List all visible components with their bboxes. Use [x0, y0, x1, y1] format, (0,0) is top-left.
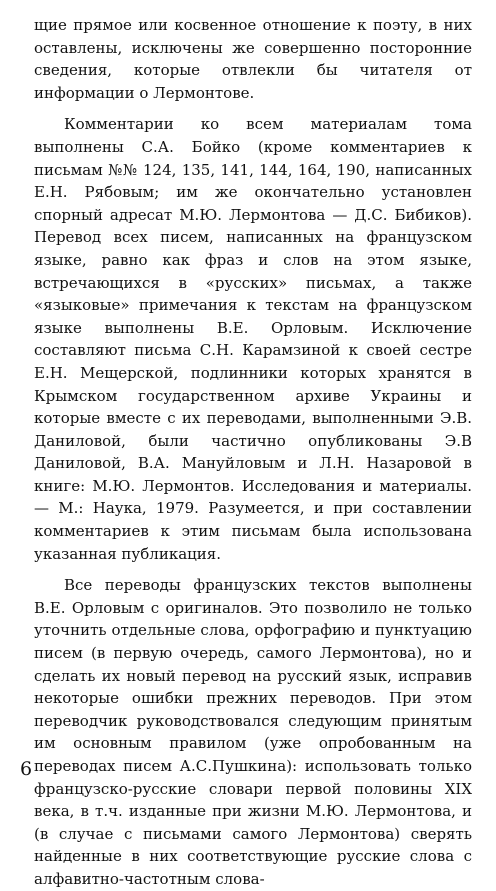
paragraph-continued: щие прямое или косвенное отношение к поэту, в них оставлены, исключены же совершенно посторонние сведения, которые отвлекли бы читателя от информации о Лермонтове.: [34, 16, 472, 102]
page-number: 6: [20, 758, 33, 780]
paragraph-commentary: Комментарии ко всем материалам тома выполнены С.А. Бойко (кроме комментариев к письмам №№ 124, 135, 141, 144, 164, 190, написанных Е.Н. Рябовым; им же окончательно установлен спорный адресат М.Ю. Лермонтова — Д.С. Бибиков). Перевод всех писем, написанных на французском языке, равно как фраз и слов на этом языке, встречающихся в «русских» письмах, а также «языковые» примечания к текстам на французском языке выполнены В.Е. Орловым. Исключение составляют письма С.Н. Карамзиной к своей сестре Е.Н. Мещерской, подлинники которых хранятся в Крымском государственном архиве Украины и которые вместе с их переводами, выполненными Э.В. Даниловой, были частично опубликованы Э.В Даниловой, В.А. Мануйловым и Л.Н. Назаровой в книге: М.Ю. Лермонтов. Исследования и материалы. — М.: Наука, 1979. Разумеется, и при составлении комментариев к этим письмам была использована указанная публикация.: [34, 115, 472, 563]
paragraph-translations: Все переводы французских текстов выполнены В.Е. Орловым с оригиналов. Это позволило не только уточнить отдельные слова, орфографию и пунктуацию писем (в первую очередь, самого Лермонтова), но и сделать их новый перевод на русский язык, исправив некоторые ошибки прежних переводов. При этом переводчик руководствовался следующим принятым им основным правилом (уже опробованным на переводах писем А.С.Пушкина): использовать только французско-русские словари первой половины XIX века, в т.ч. изданные при жизни М.Ю. Лермонтова, и (в случае с письмами самого Лермонтова) сверять найденные в них соответствующие русские слова с алфавитно-частотным слова-: [34, 576, 472, 888]
page-body: [34, 14, 472, 891]
